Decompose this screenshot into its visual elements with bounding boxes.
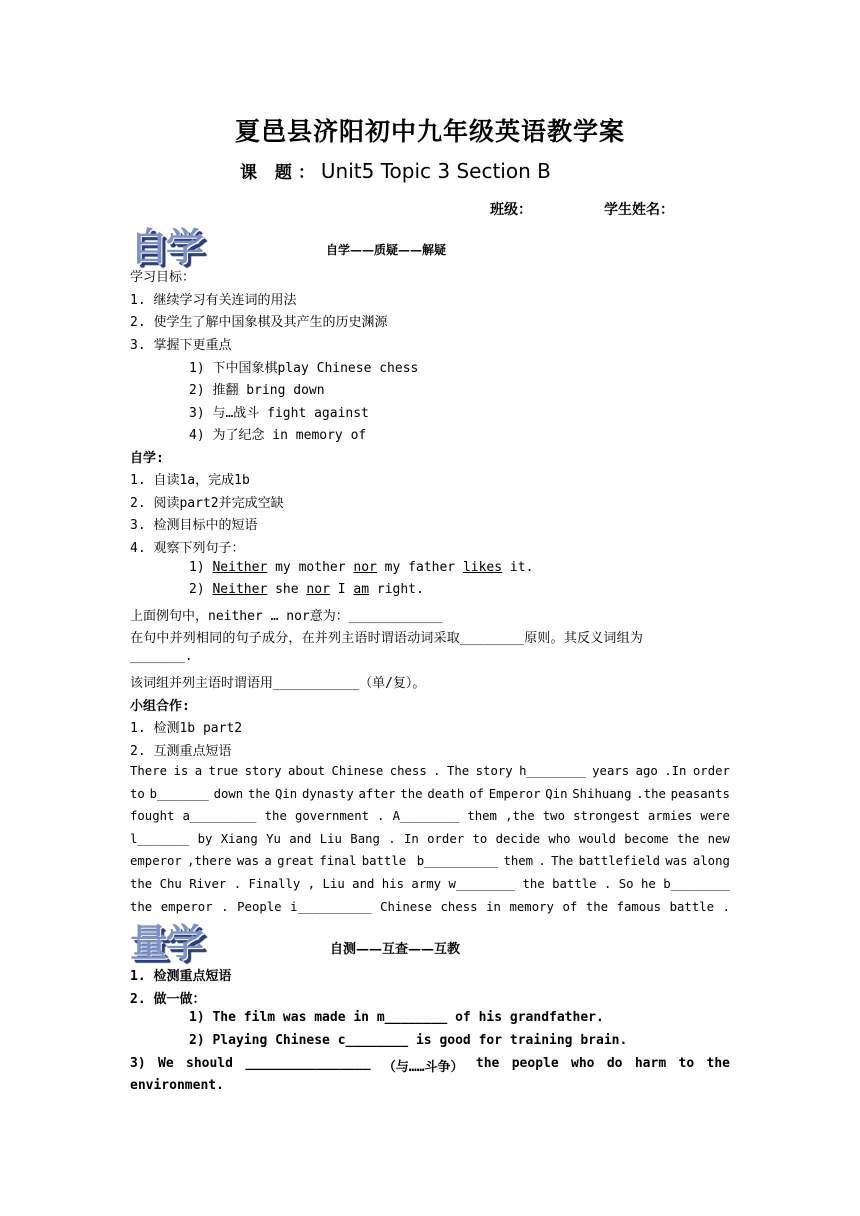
group-task: 1. 检测1b part2 [130,721,243,736]
passage-word: . [388,831,396,846]
passage-word: b_______ [149,786,209,801]
question-1: 上面例句中，neither … nor意为：____________ [130,609,443,624]
passage-word: years [592,764,630,778]
example-sentence-1 [189,560,533,575]
passage-word: Finally [248,876,301,891]
phrase-item: 4) 为了纪念 in memory of [189,428,367,443]
passage-word: battlefield [578,854,661,869]
assessment-item: 1. 检测重点短语 [130,969,232,984]
passage-word: River [189,876,227,891]
passage-word: to [472,831,488,846]
passage-word: them [467,809,497,824]
passage-word: There [130,764,168,778]
passage-word: . [433,764,441,778]
passage-word: to [130,786,145,801]
passage-word: the [130,899,153,914]
passage-word: . [221,899,229,914]
passage-word: become [624,831,669,846]
student-name-label: 学生姓名： [604,202,674,218]
passage-word: he [640,876,656,891]
passage-word: great [277,854,315,869]
group-work-title: 小组合作: [130,699,190,714]
passage-word: was [665,854,688,869]
underlined-word: likes [462,560,503,575]
practice-sentence: 2) Playing Chinese c________ is good for training brain. [189,1033,628,1048]
passage-word: and [352,876,375,891]
practice-sentence: 1) The film was made in m________ of his grandfather. [189,1010,604,1025]
passage-word: , [307,876,316,891]
passage-word: People [237,899,282,914]
passage-word: . [233,876,242,891]
passage-word: In [403,831,419,846]
passage-word: would [578,831,616,846]
passage-word: down [213,786,244,801]
assessment-heading: 自测——互查——互教 [330,942,461,957]
passage-line [130,783,730,806]
passage-word: new [707,831,730,846]
assessment-badge: 量学 [130,921,203,965]
passage-line [130,873,730,896]
passage-word: armies [647,809,693,824]
example-text: my mother [267,560,354,575]
sentence-word: （与……斗争） [382,1060,464,1075]
sentence-word: should [186,1056,233,1071]
subject-label: 课 题： [240,163,321,183]
passage-word: the [130,876,153,891]
passage-word: Liu [319,831,342,846]
sentence-word: We [158,1056,174,1071]
practice-sentence-3-end: environment. [130,1078,224,1093]
underlined-word: Neither [212,582,268,597]
sentence-word: to [678,1056,695,1071]
task-item: 2. 阅读part2并完成空缺 [130,496,284,511]
self-study-heading: 自学——质疑——解疑 [326,243,447,257]
passage-word: the [522,876,545,891]
passage-word: Chu [159,876,182,891]
task-item: 1. 自读1a，完成1b [130,473,250,488]
passage-word: . [538,854,546,869]
passage-word: the [264,809,287,824]
sentence-word: 3) [130,1056,146,1071]
passage-line [130,805,730,828]
example-text: she [267,582,307,597]
task-item: 4. 观察下列句子： [130,541,245,556]
passage-word: Yu [266,831,281,846]
subject-value: Unit5 Topic 3 Section B [320,159,551,183]
passage-word: fought [130,809,175,824]
sentence-word: the [706,1056,730,1071]
passage-word: battle [669,899,715,914]
passage-word: Qin [545,786,568,801]
passage-word: the [247,786,271,801]
sentence-word: ________________ [245,1056,371,1071]
goal-item: 3. 掌握下更重点 [130,338,232,353]
class-label: 班级： [490,202,532,218]
passage-line [130,828,730,851]
passage-word: . [603,876,612,891]
passage-word: battle [552,876,597,891]
passage-word: decide [495,831,541,846]
sentence-word: harm [634,1056,667,1071]
passage-word: final [319,854,357,869]
passage-word: The [447,764,470,778]
passage-word: .the [636,786,666,801]
passage-word: who [548,831,571,846]
goals-title: 学习目标： [130,270,196,285]
sentence-word: the [475,1056,500,1071]
passage-word: order [427,831,465,846]
goal-item: 2. 使学生了解中国象棋及其产生的历史渊源 [130,315,388,330]
passage-word: order [692,764,730,778]
passage-word: dynasty [301,786,354,801]
phrase-item: 3) 与…战斗 fight against [189,406,369,421]
practice-sentence-3 [130,1056,730,1075]
page-title: 夏邑县济阳初中九年级英语教学案 [234,117,625,146]
underlined-word: am [353,582,370,597]
example-sentence-2 [189,582,424,597]
passage-word: them [503,854,534,869]
passage-word: government [294,809,370,824]
passage-word: .In [664,764,687,778]
passage-word: chess [440,899,478,914]
passage-word: along [692,854,730,869]
passage-word: army [411,876,442,891]
task-item: 3. 检测目标中的短语 [130,518,258,533]
passage-word: Chinese [331,764,384,778]
passage-word: death [427,786,465,801]
passage-word: the [400,786,423,801]
passage-word: the [585,899,609,914]
passage-word: battle [361,854,407,869]
passage-word: ,there [187,854,232,869]
reading-passage [130,760,730,918]
passage-line [130,760,730,783]
passage-line [130,896,730,919]
question-2-cont: _______. [130,649,193,664]
passage-word: story [475,764,513,778]
passage-word: a [194,764,203,778]
passage-word: and [289,831,312,846]
passage-word: famous [616,899,662,914]
passage-word: true [208,764,239,778]
passage-word: emperor [160,899,213,914]
passage-word: Shihuang [572,786,632,801]
example-text: it. [502,560,534,575]
goal-item: 1. 继续学习有关连词的用法 [130,293,297,308]
passage-word: i__________ [290,899,372,914]
example-text: right. [369,582,424,597]
passage-word: Qin [274,786,298,801]
self-study-title: 自学: [130,451,164,466]
passage-word: strongest [573,809,640,824]
passage-word: his [381,876,405,891]
passage-word: So [618,876,634,891]
passage-word: Xiang [220,831,258,846]
phrase-item: 1) 下中国象棋play Chinese chess [189,361,419,376]
passage-word: were [700,809,730,824]
passage-word: A________ [392,809,460,824]
passage-word: b__________ [416,854,499,869]
passage-word: memory [509,899,554,914]
passage-word: of [562,899,578,914]
passage-word: Chinese [380,899,432,914]
example-number: 1) [189,560,205,575]
passage-word: l_______ [130,831,190,846]
sentence-word: who [571,1056,595,1071]
passage-word: is [173,764,189,778]
question-2: 在句中并列相同的句子成分，在并列主语时谓语动词采取________原则。其反义词组为 [130,631,644,646]
example-text: my father [376,560,463,575]
underlined-word: Neither [212,560,268,575]
passage-word: Emperor [488,786,541,801]
passage-word: a [264,854,272,869]
passage-word: of [469,786,484,801]
self-study-badge: 自学 [130,225,203,269]
assessment-item: 2. 做一做： [130,992,206,1007]
passage-word: w________ [448,876,516,891]
passage-word: . [377,809,385,824]
passage-word: was [236,854,260,869]
passage-word: ago [635,764,658,778]
passage-word: story [244,764,282,778]
example-text: I [329,582,354,597]
passage-word: after [358,786,396,801]
phrase-item: 2) 推翻 bring down [189,383,325,398]
passage-word: the [677,831,700,846]
passage-word: ,the [505,809,535,824]
group-task: 2. 互测重点短语 [130,744,232,759]
passage-word: Liu [322,876,345,891]
passage-word: peasants [670,786,730,801]
passage-word: h________ [519,764,586,778]
passage-word: a_________ [182,809,257,824]
lesson-subject [240,158,551,183]
passage-word: by [197,831,213,846]
passage-word: . [722,899,730,914]
underlined-word: nor [306,582,330,597]
passage-word: The [551,854,574,869]
passage-word: b________ [663,876,730,891]
passage-line [130,850,730,873]
passage-word: two [542,809,565,824]
passage-word: chess [389,764,427,778]
sentence-word: people [511,1056,559,1071]
question-3: 该词组并列主语时谓语用___________（单/复）。 [130,676,426,691]
underlined-word: nor [353,560,377,575]
sentence-word: do [606,1056,623,1071]
passage-word: emperor [130,854,182,869]
passage-word: Bang [350,831,380,846]
passage-word: in [486,899,501,914]
example-number: 2) [189,582,205,597]
passage-word: about [288,764,326,778]
